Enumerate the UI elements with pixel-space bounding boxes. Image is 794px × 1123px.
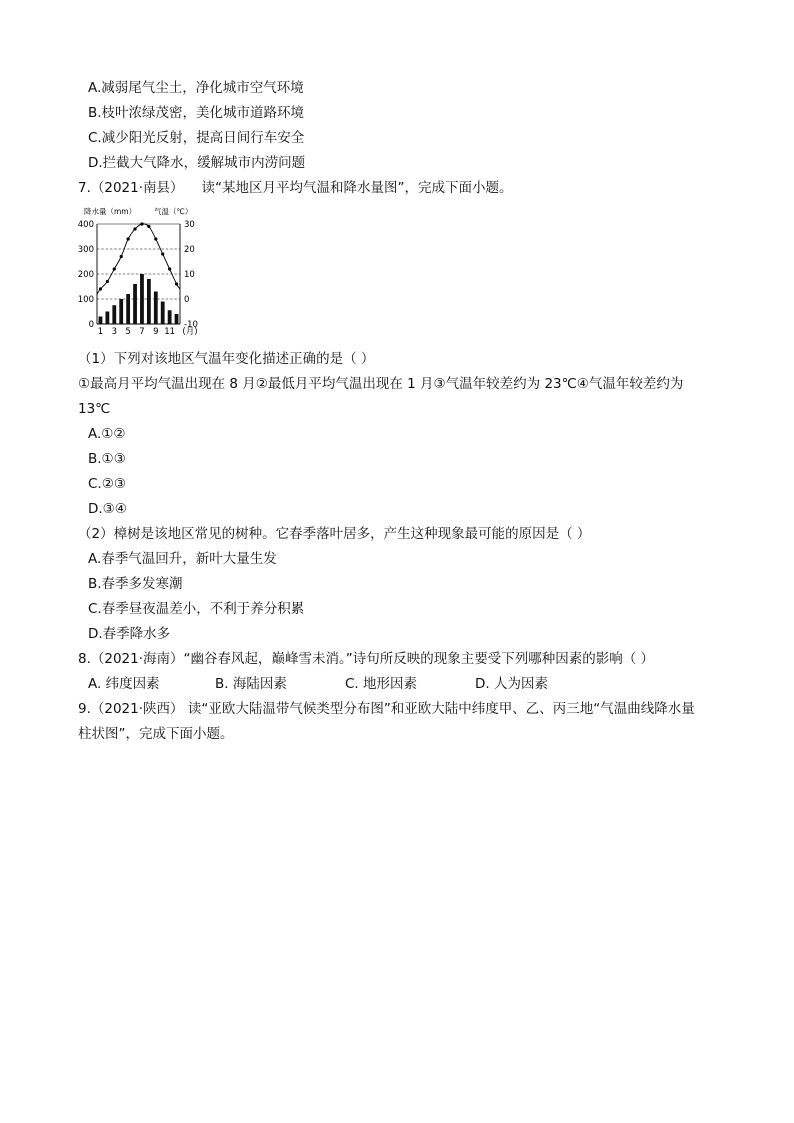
q9-question-cont: 柱状图”，完成下面小题。 xyxy=(78,726,234,742)
q7-sub1-statements: ①最高月平均气温出现在 8 月②最低月平均气温出现在 1 月③气温年较差约为 23℃④气温年较差约为 xyxy=(78,376,684,392)
precip-axis-label: 降水量（mm） xyxy=(84,207,137,216)
month-tick: 11 xyxy=(164,327,176,337)
precip-bar xyxy=(175,314,179,324)
precip-bar xyxy=(168,310,172,324)
q8-option-c: C. 地形因素 xyxy=(345,676,418,692)
month-axis-label: (月) xyxy=(182,327,198,337)
temp-point xyxy=(161,252,164,255)
q7-sub2-option-b: B.春季多发寒潮 xyxy=(88,576,183,592)
temp-point xyxy=(113,267,116,270)
temp-point xyxy=(106,280,109,283)
q7-sub2-option-a: A.春季气温回升，新叶大量生发 xyxy=(88,551,277,567)
month-tick: 1 xyxy=(97,327,104,337)
q8-options xyxy=(88,674,548,694)
q6-option-b: B.枝叶浓绿茂密，美化城市道路环境 xyxy=(88,105,305,121)
temp-axis-label: 气温（℃） xyxy=(154,207,193,216)
precip-bar xyxy=(147,279,151,324)
temp-point xyxy=(120,255,123,258)
q7-sub1-stem: （1）下列对该地区气温年变化描述正确的是（ ） xyxy=(78,351,375,367)
temp-point xyxy=(140,222,143,225)
q7-number: 7.（2021·南县） xyxy=(78,180,184,196)
q7-question xyxy=(78,178,513,198)
temp-tick: 20 xyxy=(184,245,195,255)
precip-tick: 100 xyxy=(77,295,94,305)
temp-line xyxy=(97,224,180,294)
precip-bar xyxy=(99,317,103,325)
temp-point xyxy=(147,225,150,228)
q7-sub2-option-d: D.春季降水多 xyxy=(88,626,171,642)
q7-sub2-option-c: C.春季昼夜温差小，不利于养分积累 xyxy=(88,601,305,617)
q8-option-d: D. 人为因素 xyxy=(475,676,548,692)
temp-tick: 30 xyxy=(184,220,195,230)
q7-sub1-option-b: B.①③ xyxy=(88,451,126,467)
q7-sub1-option-c: C.②③ xyxy=(88,476,126,492)
chart-grid xyxy=(97,224,180,324)
precip-bar xyxy=(112,305,116,324)
climate-chart xyxy=(70,204,210,342)
precip-bar xyxy=(140,274,144,324)
temp-point xyxy=(175,282,178,285)
month-tick: 7 xyxy=(139,327,145,337)
precip-tick: 400 xyxy=(77,220,94,230)
q9-question: 9.（2021·陕西） 读“亚欧大陆温带气候类型分布图”和亚欧大陆中纬度甲、乙、丙三地“气温曲线降水量 xyxy=(78,701,695,717)
temp-point xyxy=(154,237,157,240)
temp-point xyxy=(127,237,130,240)
temp-tick: 10 xyxy=(184,270,195,280)
q6-option-c: C.减少阳光反射，提高日间行车安全 xyxy=(88,130,305,146)
temp-point xyxy=(133,227,136,230)
precip-tick: 200 xyxy=(77,270,94,280)
precip-bar xyxy=(154,292,158,325)
q8-option-a: A. 纬度因素 xyxy=(88,676,160,692)
precip-tick: 300 xyxy=(77,245,94,255)
q6-option-d: D.拦截大气降水，缓解城市内涝问题 xyxy=(88,155,306,171)
q7-prompt: 读“某地区月平均气温和降水量图”，完成下面小题。 xyxy=(201,180,513,196)
precip-bar xyxy=(105,312,109,325)
precip-bar xyxy=(119,299,123,324)
temp-point xyxy=(168,267,171,270)
precip-bar xyxy=(126,294,130,324)
month-tick: 9 xyxy=(153,327,159,337)
month-tick: 5 xyxy=(125,327,131,337)
precip-bar xyxy=(161,302,165,325)
q7-sub1-option-a: A.①② xyxy=(88,426,126,442)
q7-sub1-option-d: D.③④ xyxy=(88,501,127,517)
temp-tick: 0 xyxy=(184,295,190,305)
precip-tick: 0 xyxy=(88,320,94,330)
month-tick: 3 xyxy=(111,327,118,337)
q8-option-b: B. 海陆因素 xyxy=(215,676,287,692)
q6-option-a: A.减弱尾气尘土，净化城市空气环境 xyxy=(88,80,304,96)
q7-sub2-stem: （2）樟树是该地区常见的树种。它春季落叶居多，产生这种现象最可能的原因是（ ） xyxy=(78,526,591,542)
q8-question: 8.（2021·海南）“幽谷春风起，巅峰雪未消。”诗句所反映的现象主要受下列哪种因素的影响（ ） xyxy=(78,651,655,667)
precip-bar xyxy=(133,284,137,324)
q7-sub1-statements-cont: 13℃ xyxy=(78,401,111,417)
temp-tick: -10 xyxy=(184,320,198,330)
temp-curve xyxy=(97,222,180,294)
temp-point xyxy=(99,287,102,290)
